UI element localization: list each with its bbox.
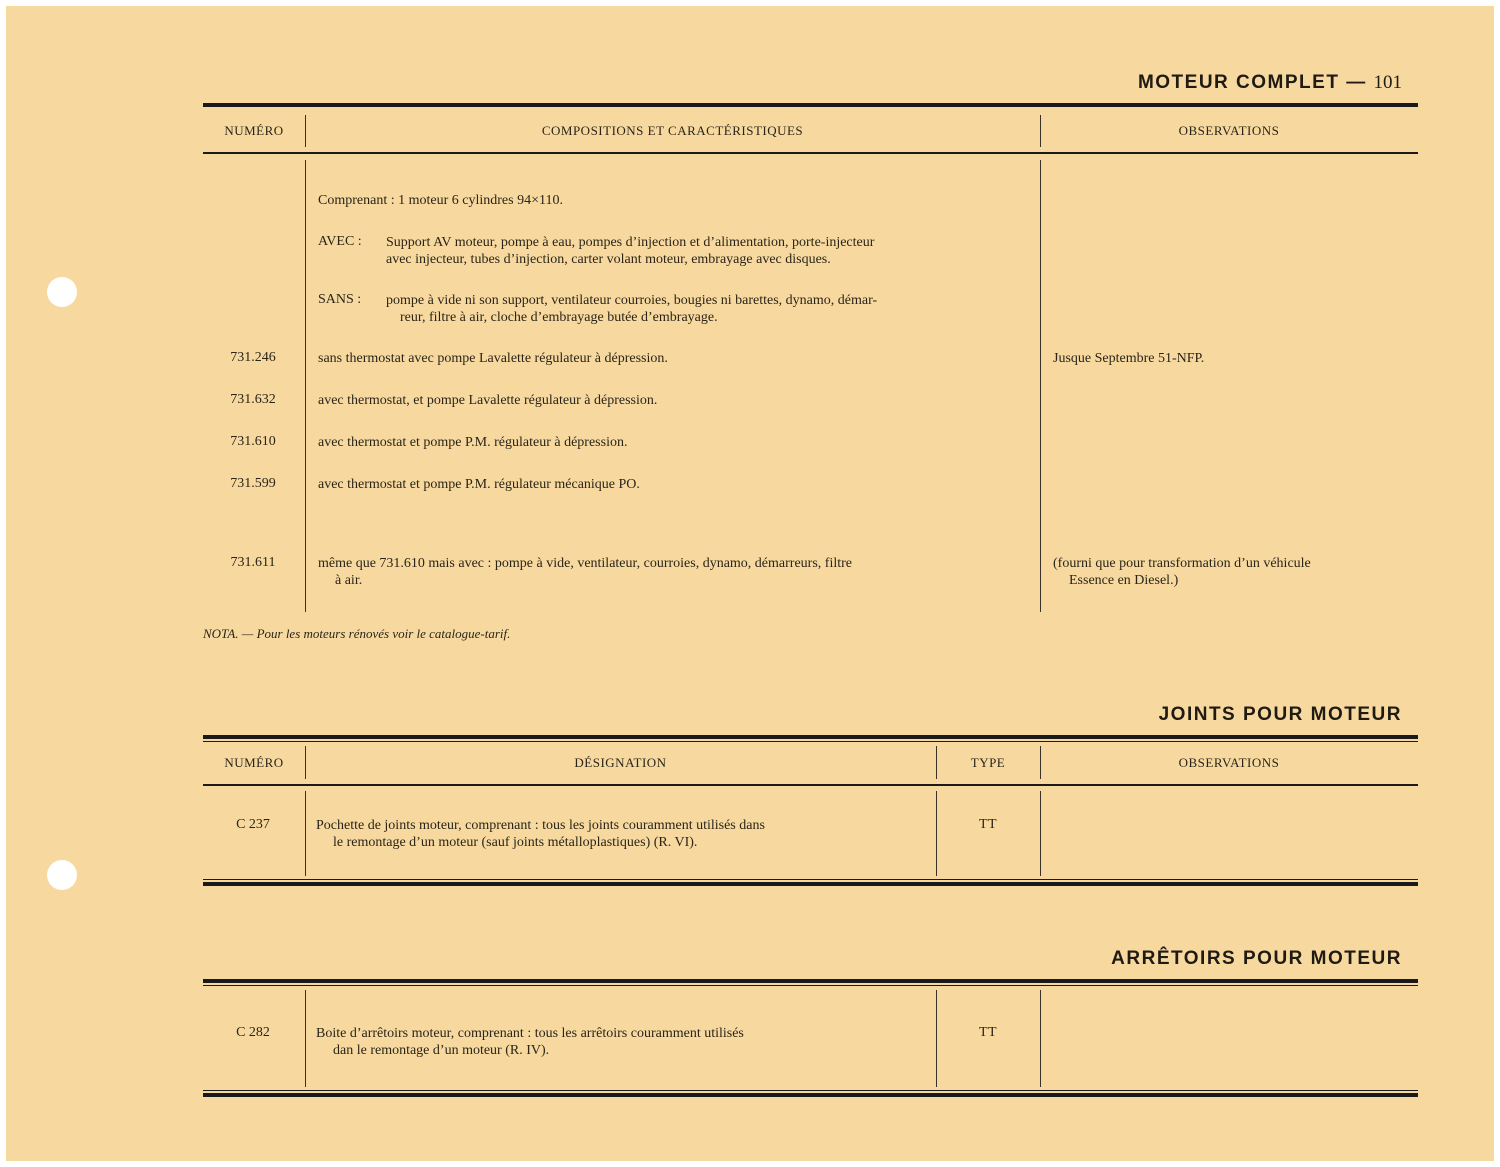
sans-line-2: reur, filtre à air, cloche d’embrayage butée d’embrayage.	[400, 310, 718, 325]
row-observation-line-1: (fourni que pour transformation d’un véhicule	[1053, 556, 1311, 571]
top-rule	[203, 735, 1418, 739]
column-divider	[305, 160, 306, 612]
header-rule	[203, 152, 1418, 154]
row-text: sans thermostat avec pompe Lavalette régulateur à dépression.	[318, 351, 668, 366]
comprenant-text: Comprenant : 1 moteur 6 cylindres 94×110.	[318, 193, 563, 208]
row-type: TT	[978, 1025, 998, 1040]
header-type: TYPE	[970, 755, 1006, 770]
nota-note: NOTA. — Pour les moteurs rénovés voir le catalogue-tarif.	[203, 626, 511, 641]
section-title-joints: JOINTS POUR MOTEUR	[1158, 704, 1402, 725]
row-text-line-1: Pochette de joints moteur, comprenant : tous les joints couramment utilisés dans	[316, 818, 765, 833]
header-compositions: COMPOSITIONS ET CARACTÉRISTIQUES	[541, 123, 804, 138]
row-numero: 731.246	[230, 350, 276, 365]
title-text: MOTEUR COMPLET	[1137, 72, 1340, 93]
top-rule-thin	[203, 985, 1418, 986]
row-numero: 731.599	[230, 476, 276, 491]
row-numero: 731.610	[230, 434, 276, 449]
column-divider	[305, 990, 306, 1087]
avec-line-1: Support AV moteur, pompe à eau, pompes d’injection et d’alimentation, porte-injecteur	[386, 235, 875, 250]
row-text: avec thermostat, et pompe Lavalette régulateur à dépression.	[318, 393, 658, 408]
row-numero: 731.611	[230, 555, 276, 570]
row-text: avec thermostat et pompe P.M. régulateur à dépression.	[318, 435, 628, 450]
row-text: avec thermostat et pompe P.M. régulateur mécanique PO.	[318, 477, 640, 492]
section-title-moteur-complet	[1138, 72, 1402, 94]
top-rule	[203, 979, 1418, 983]
binder-hole-bottom	[47, 860, 77, 890]
bottom-rule	[203, 879, 1418, 880]
binder-hole-top	[47, 277, 77, 307]
avec-line-2: avec injecteur, tubes d’injection, carter volant moteur, embrayage avec disques.	[386, 252, 831, 267]
title-dash: —	[1346, 72, 1367, 93]
row-numero: C 237	[236, 817, 270, 832]
top-rule	[203, 103, 1418, 107]
header-numero: NUMÉRO	[224, 123, 284, 138]
page-number: 101	[1373, 72, 1402, 93]
bottom-rule-thick	[203, 1093, 1418, 1097]
bottom-rule-thick	[203, 882, 1418, 886]
section-title-arretoirs: ARRÊTOIRS POUR MOTEUR	[1111, 948, 1402, 969]
header-numero: NUMÉRO	[224, 755, 284, 770]
header-rule	[203, 784, 1418, 786]
sans-line-1: pompe à vide ni son support, ventilateur courroies, bougies ni barettes, dynamo, démar-	[386, 293, 878, 308]
row-numero: C 282	[236, 1025, 270, 1040]
catalog-page	[6, 6, 1494, 1161]
row-text-line-2: dan le remontage d’un moteur (R. IV).	[333, 1043, 550, 1058]
sans-label: SANS :	[318, 292, 362, 307]
row-text-line-1: même que 731.610 mais avec : pompe à vide, ventilateur, courroies, dynamo, démarreurs, filtre	[318, 556, 852, 571]
header-designation: DÉSIGNATION	[574, 755, 667, 770]
column-divider	[1040, 990, 1041, 1087]
row-text-line-2: le remontage d’un moteur (sauf joints métalloplastiques) (R. VI).	[333, 835, 698, 850]
column-divider	[1040, 791, 1041, 876]
column-divider	[936, 791, 937, 876]
avec-label: AVEC :	[318, 234, 362, 249]
row-observation-line-2: Essence en Diesel.)	[1069, 573, 1179, 588]
header-observations: OBSERVATIONS	[1178, 123, 1280, 138]
row-text-line-1: Boite d’arrêtoirs moteur, comprenant : tous les arrêtoirs couramment utilisés	[316, 1026, 744, 1041]
row-type: TT	[978, 817, 998, 832]
column-divider	[1040, 160, 1041, 612]
row-numero: 731.632	[230, 392, 276, 407]
row-text-line-2: à air.	[335, 573, 363, 588]
header-observations: OBSERVATIONS	[1178, 755, 1280, 770]
bottom-rule	[203, 1090, 1418, 1091]
row-observation: Jusque Septembre 51-NFP.	[1053, 351, 1205, 366]
column-divider	[305, 791, 306, 876]
top-rule-thin	[203, 741, 1418, 742]
